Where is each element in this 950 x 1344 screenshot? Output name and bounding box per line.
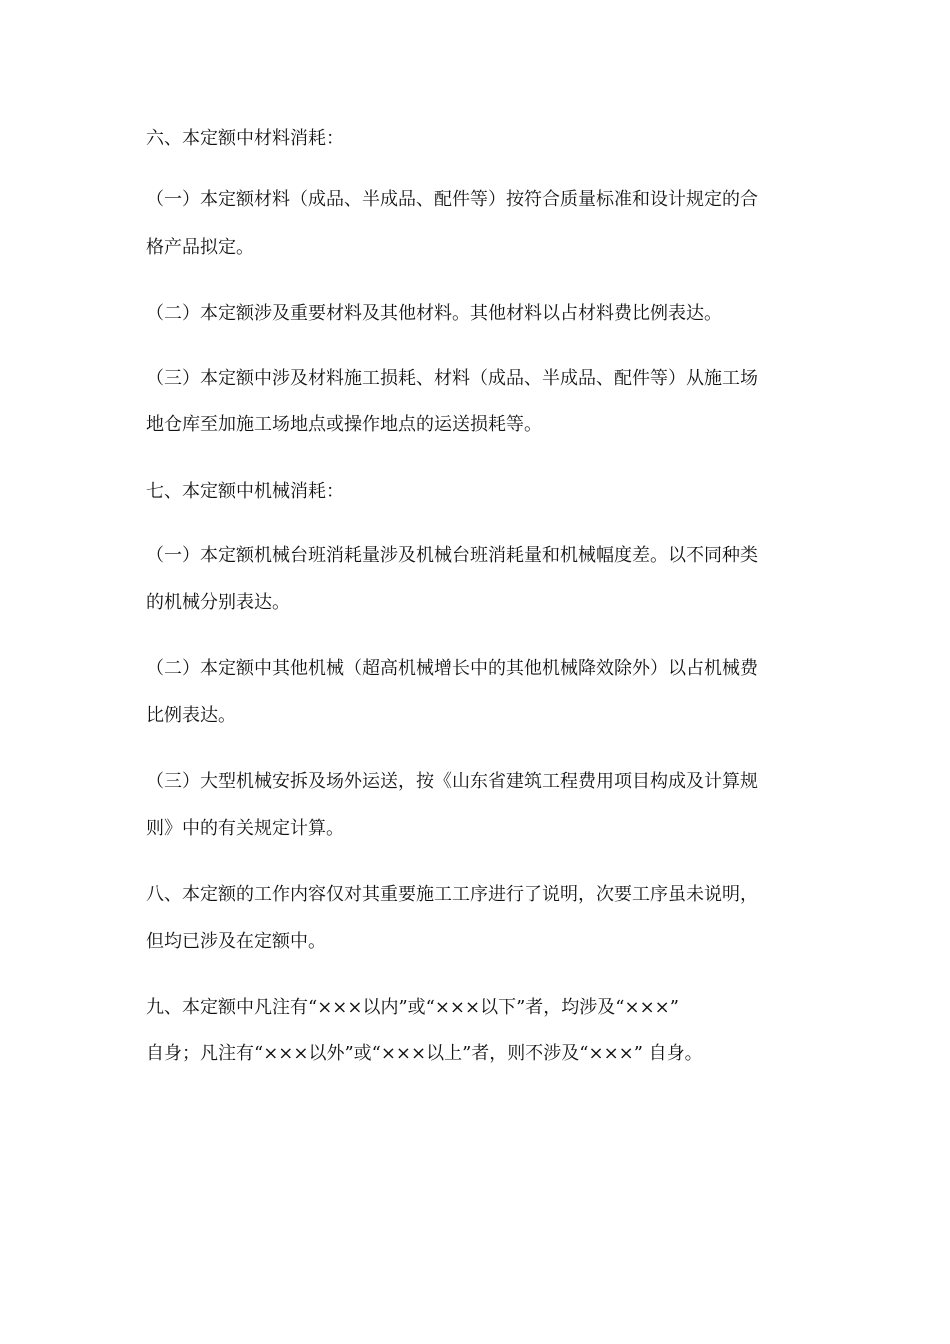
paragraph-7-3-line-1: （三）大型机械安拆及场外运送，按《山东省建筑工程费用项目构成及计算规 — [146, 771, 758, 792]
paragraph-8-line-2: 但均已涉及在定额中。 — [146, 931, 326, 952]
paragraph-6-3-line-1: （三）本定额中涉及材料施工损耗、材料（成品、半成品、配件等）从施工场 — [146, 368, 758, 389]
paragraph-7-1-line-1: （一）本定额机械台班消耗量涉及机械台班消耗量和机械幅度差。以不同种类 — [146, 545, 758, 566]
paragraph-7-1-line-2: 的机械分别表达。 — [146, 592, 290, 613]
paragraph-6-2: （二）本定额涉及重要材料及其他材料。其他材料以占材料费比例表达。 — [146, 303, 722, 324]
section-6-heading: 六、本定额中材料消耗： — [146, 128, 344, 149]
paragraph-9-line-1: 九、本定额中凡注有“×××以内”或“×××以下”者，均涉及“×××” — [146, 997, 679, 1018]
section-7-heading: 七、本定额中机械消耗： — [146, 481, 344, 502]
paragraph-7-2-line-2: 比例表达。 — [146, 705, 236, 726]
paragraph-9-line-2: 自身；凡注有“×××以外”或“×××以上”者，则不涉及“×××” 自身。 — [146, 1043, 703, 1064]
paragraph-7-2-line-1: （二）本定额中其他机械（超高机械增长中的其他机械降效除外）以占机械费 — [146, 658, 758, 679]
paragraph-6-1-line-2: 格产品拟定。 — [146, 237, 254, 258]
paragraph-8-line-1: 八、本定额的工作内容仅对其重要施工工序进行了说明，次要工序虽未说明， — [146, 884, 758, 905]
paragraph-6-1-line-1: （一）本定额材料（成品、半成品、配件等）按符合质量标准和设计规定的合 — [146, 189, 758, 210]
paragraph-7-3-line-2: 则》中的有关规定计算。 — [146, 818, 344, 839]
paragraph-6-3-line-2: 地仓库至加施工场地点或操作地点的运送损耗等。 — [146, 414, 542, 435]
